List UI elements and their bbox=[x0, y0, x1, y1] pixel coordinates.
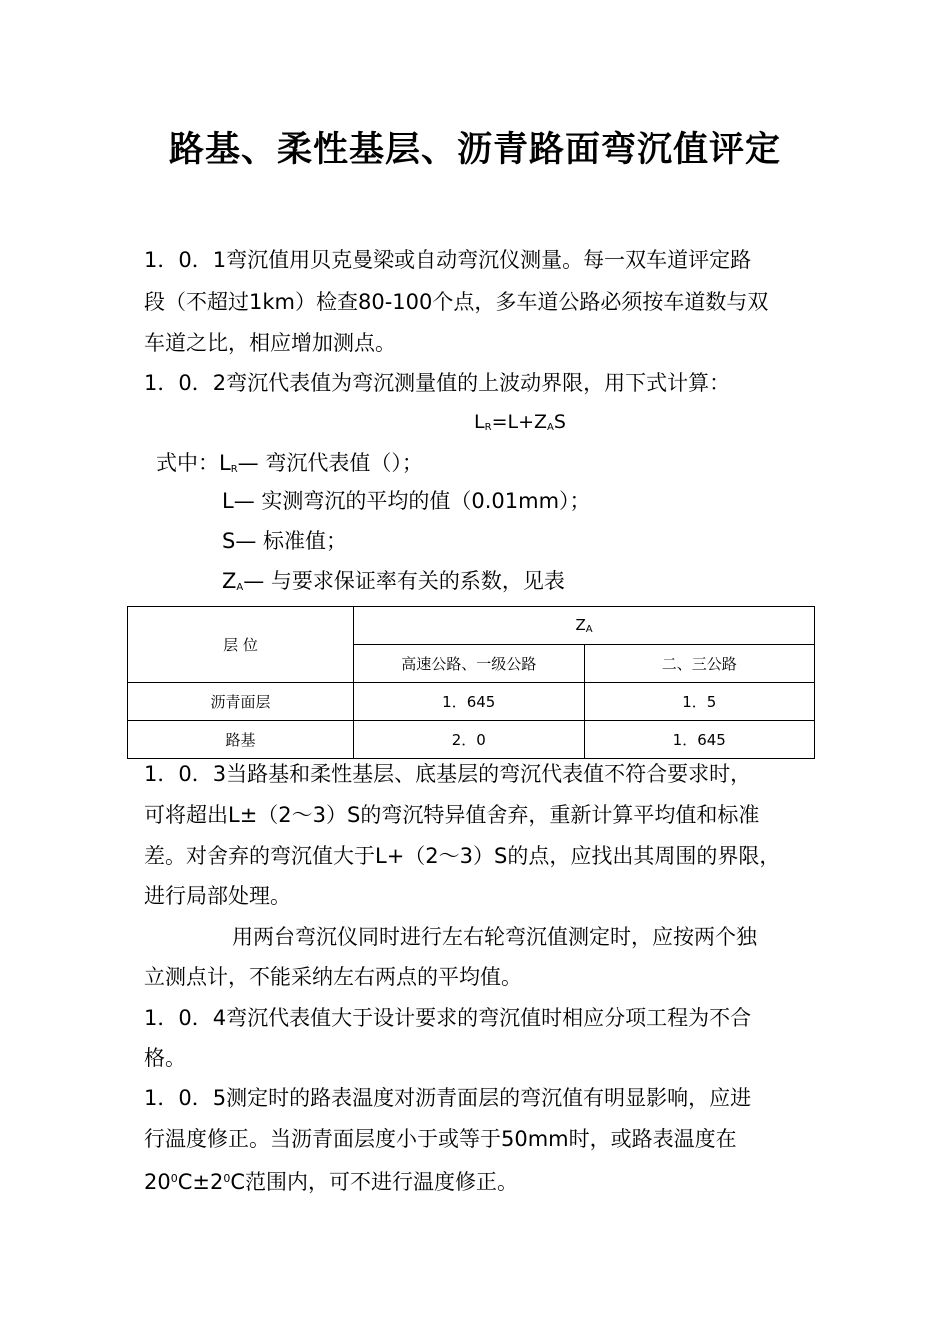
table-cell-value: 1．5 bbox=[584, 683, 815, 721]
paragraph-101-line-2: 段（不超过1km）检查80-100个点，多车道公路必须按车道数与双 bbox=[144, 290, 769, 314]
table-header-highway: 高速公路、一级公路 bbox=[354, 645, 585, 683]
paragraph-103b-line-2: 立测点计，不能采纳左右两点的平均值。 bbox=[144, 965, 522, 989]
paragraph-103b-line-1: 用两台弯沉仪同时进行左右轮弯沉值测定时，应按两个独 bbox=[232, 925, 757, 949]
table-header-z-sub: A bbox=[585, 624, 593, 635]
formula-tail: S bbox=[553, 411, 566, 433]
lr-symbol-sub: R bbox=[230, 464, 238, 475]
temp-b: C±2 bbox=[177, 1170, 224, 1194]
formula-eq: =L+Z bbox=[491, 411, 548, 433]
table-row bbox=[128, 721, 815, 759]
za-text: — 与要求保证率有关的系数，见表 bbox=[243, 569, 565, 593]
definition-s: S— 标准值； bbox=[222, 529, 348, 553]
paragraph-101-line-1: 1．0．1弯沉值用贝克曼梁或自动弯沉仪测量。每一双车道评定路 bbox=[144, 248, 752, 272]
paragraph-104-line-2: 格。 bbox=[144, 1046, 186, 1070]
temp-b-sup: 0 bbox=[223, 1172, 231, 1185]
paragraph-105-line-1: 1．0．5测定时的路表温度对沥青面层的弯沉值有明显影响，应进 bbox=[144, 1086, 752, 1110]
paragraph-103-line-3: 差。对舍弃的弯沉值大于L+（2～3）S的点，应找出其周围的界限， bbox=[144, 844, 781, 868]
definition-lead: 式中： bbox=[156, 451, 219, 475]
table-header-za bbox=[354, 607, 815, 645]
temp-c: C范围内，可不进行温度修正。 bbox=[230, 1170, 519, 1194]
paragraph-103-line-1: 1．0．3当路基和柔性基层、底基层的弯沉代表值不符合要求时， bbox=[144, 762, 752, 786]
table-cell-layer: 路基 bbox=[128, 721, 354, 759]
formula-z-sub: A bbox=[547, 422, 554, 433]
temp-a-sup: 0 bbox=[170, 1172, 178, 1185]
table-row bbox=[128, 683, 815, 721]
lr-symbol: L bbox=[219, 451, 231, 475]
paragraph-103-line-2: 可将超出L±（2～3）S的弯沉特异值舍弃，重新计算平均值和标准 bbox=[144, 803, 760, 827]
definition-za bbox=[222, 566, 565, 603]
table-cell-layer: 沥青面层 bbox=[128, 683, 354, 721]
paragraph-105-line-2: 行温度修正。当沥青面层度小于或等于50mm时，或路表温度在 bbox=[144, 1127, 737, 1151]
za-symbol: Z bbox=[222, 569, 237, 593]
za-coefficient-table bbox=[127, 606, 815, 759]
lr-text: — 弯沉代表值（）； bbox=[237, 451, 423, 475]
definition-l: L— 实测弯沉的平均的值（0.01mm）； bbox=[222, 489, 591, 513]
paragraph-102: 1．0．2弯沉代表值为弯沉测量值的上波动界限，用下式计算： bbox=[144, 371, 731, 395]
paragraph-101-line-3: 车道之比，相应增加测点。 bbox=[144, 331, 396, 355]
document-title: 路基、柔性基层、沥青路面弯沉值评定 bbox=[168, 130, 781, 170]
paragraph-105-line-3 bbox=[144, 1164, 518, 1197]
paragraph-104-line-1: 1．0．4弯沉代表值大于设计要求的弯沉值时相应分项工程为不合 bbox=[144, 1006, 752, 1030]
table-header-layer: 层 位 bbox=[128, 607, 354, 683]
formula-lhs: L bbox=[474, 411, 485, 433]
formula-lhs-sub: R bbox=[484, 422, 492, 433]
za-symbol-sub: A bbox=[236, 582, 244, 593]
table-cell-value: 1．645 bbox=[584, 721, 815, 759]
definition-lr bbox=[156, 448, 423, 485]
paragraph-103-line-4: 进行局部处理。 bbox=[144, 884, 291, 908]
formula bbox=[0, 407, 950, 443]
table-header-z: Z bbox=[575, 616, 586, 634]
table-cell-value: 2．0 bbox=[354, 721, 585, 759]
table-cell-value: 1．645 bbox=[354, 683, 585, 721]
temp-a: 20 bbox=[144, 1170, 171, 1194]
table-header-road: 二、三公路 bbox=[584, 645, 815, 683]
